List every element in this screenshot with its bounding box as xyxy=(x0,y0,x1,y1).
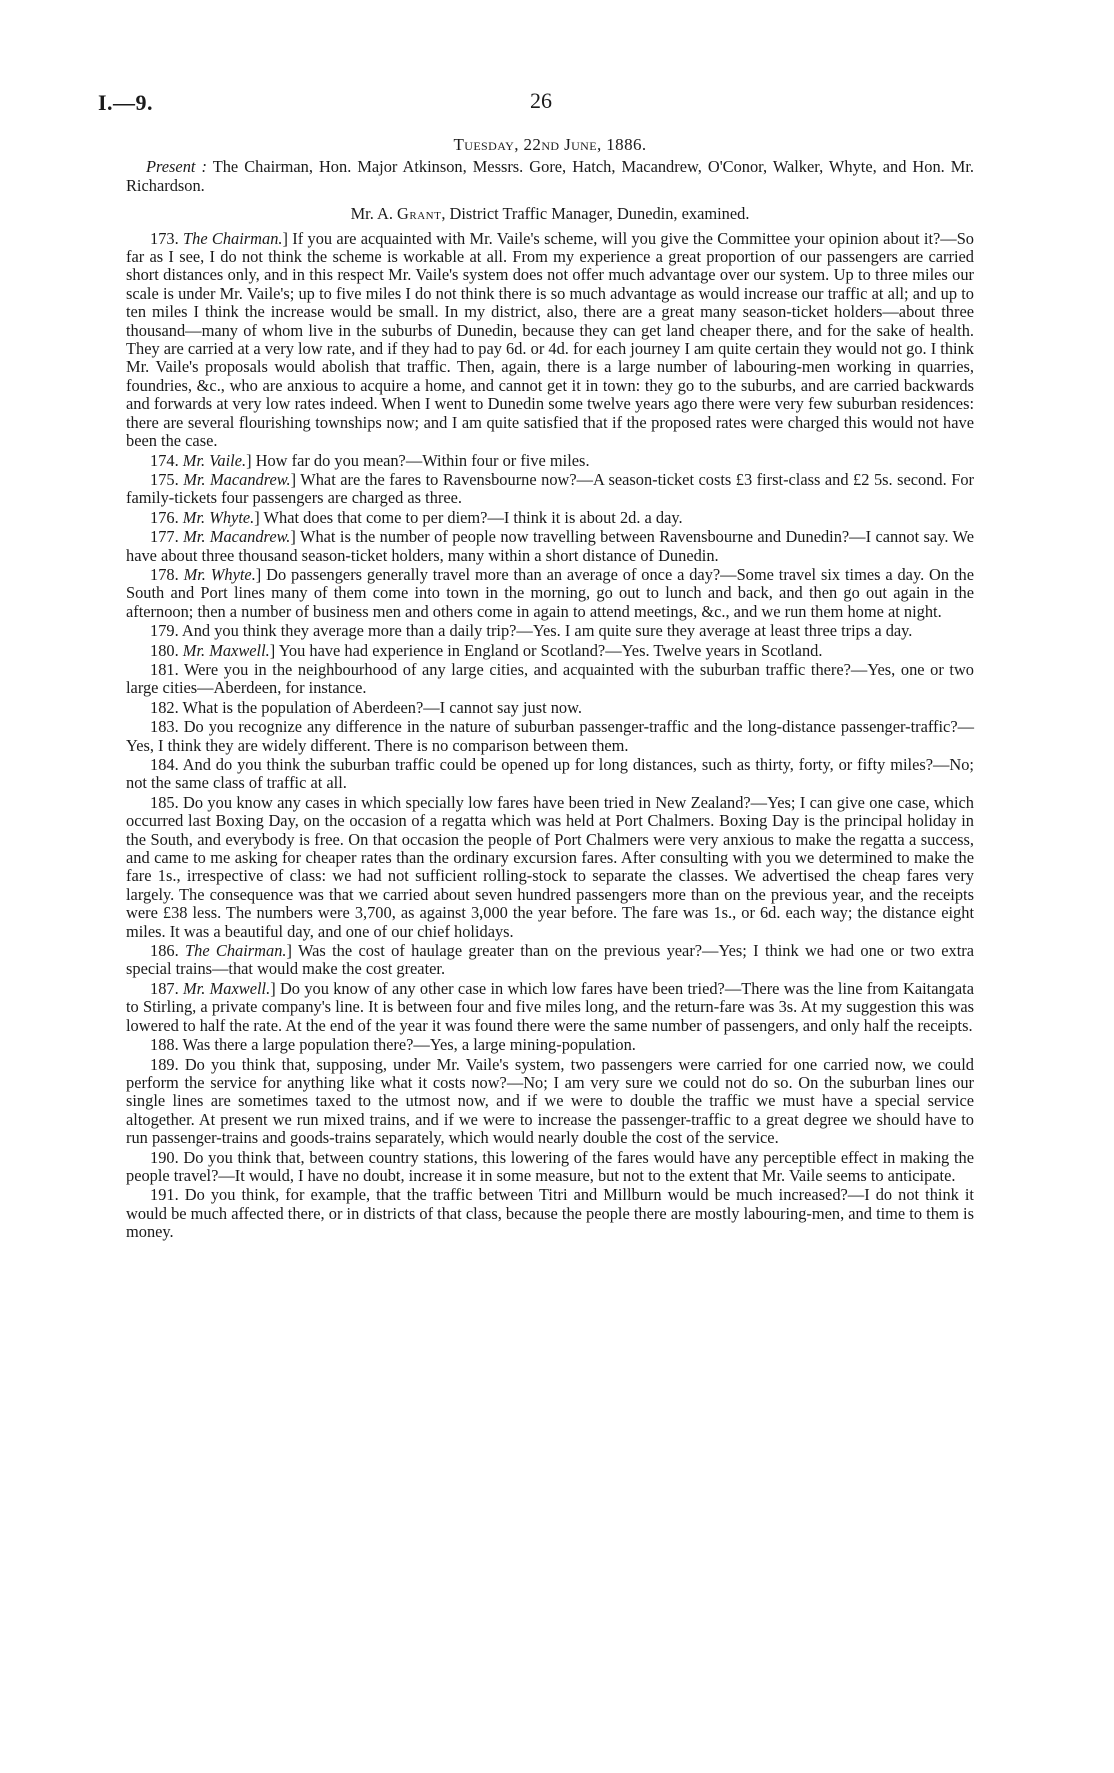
testimony-text: What is the population of Aberdeen?—I cannot say just now. xyxy=(182,697,582,717)
testimony-paragraph xyxy=(126,1056,974,1148)
testimony-paragraph xyxy=(126,718,974,755)
testimony xyxy=(126,230,974,1242)
testimony-text: Was the cost of haulage greater than on the previous year?—Yes; I think we had one or two extra special trains—that would make the cost greater. xyxy=(126,941,974,979)
speaker-name: Mr. Whyte. xyxy=(182,507,255,527)
question-number: 177. xyxy=(150,527,179,547)
testimony-text: And you think they average more than a daily trip?—Yes. I am quite sure they average at least three trips a day. xyxy=(181,621,913,641)
question-number: 176. xyxy=(150,507,179,527)
question-number: 174. xyxy=(150,450,179,470)
testimony-text: Do you think that, between country stations, this lowering of the fares would have any perceptible effect in making the people travel?—It would, I have no doubt, increase it in some measure, but not to the extent that Mr. Vaile seems to anticipate. xyxy=(126,1147,974,1185)
testimony-paragraph xyxy=(126,699,974,717)
speaker-name: Mr. Macandrew. xyxy=(183,527,291,547)
testimony-paragraph: 187. Mr. Maxwell.] Do you know of any other case in which low fares have been tried?—There was the line from Kaitangata to Stirling, a private company's line. It is between four and five miles long, and the return-fare was 3s. At my suggestion this was lowered to half the rate. At the end of the year it was found there were the same number of passengers, and only half the receipts. xyxy=(126,978,974,1035)
question-number: 183. xyxy=(150,717,179,737)
testimony-text: Do you know any cases in which specially low fares have been tried in New Zealand?—Yes; I can give one case, which occurred last Boxing Day, on the occasion of a regatta which was held at Port Chalmers. Boxing Day is the principal holiday in the South, and everybody is free. On that occasion the people of Port Chalmers were very anxious to make the regatta a success, and came to me asking for cheaper rates than the ordinary excursion fares. After consulting with you we determined to make the fare 1s., irrespective of class: we had not sufficient rolling-stock to separate the classes. We advertised the cheap fares very largely. The consequence was that we carried about seven hundred passengers more than on the previous year, and the receipts were £38 less. The numbers were 3,700, as against 3,000 the year before. The fare was 1s., or 6d. each way; the distance eight miles. It was a beautiful day, and one of our chief holidays. xyxy=(126,792,974,941)
question-number: 185. xyxy=(150,792,179,812)
question-number: 191. xyxy=(150,1185,179,1205)
question-number: 178. xyxy=(150,564,179,584)
testimony-paragraph: 180. Mr. Maxwell.] You have had experience in England or Scotland?—Yes. Twelve years in Scotland. xyxy=(150,640,823,660)
testimony-text: What are the fares to Ravensbourne now?—A season-ticket costs £3 first-class and £2 5s. second. For family-tickets four passengers are charged as three. xyxy=(126,469,974,508)
question-number: 187. xyxy=(150,978,179,998)
testimony-text: If you are acquainted with Mr. Vaile's scheme, will you give the Committee your opinion about it?—So far as I see, I do not think the scheme is workable at all. From my experience a great proportion of our passengers are carried short distances only, and in this respect Mr. Vaile's system does not offer much advantage over our system. Up to three miles our scale is under Mr. Vaile's; up to five miles I do not think there is so much advantage as would increase our traffic at all; and up to ten miles I think the increase would be small. In my district, also, there are a great many season-ticket holders—about three thousand—many of whom live in the suburbs of Dunedin, because they can get land cheaper there, and for the sake of health. They are carried at a very low rate, and if they had to pay 6d. or 4d. for each journey I am quite certain they would not go. I think Mr. Vaile's proposals would abolish that traffic. Then, again, there is a large number of labouring-men working in quarries, foundries, &c., who are anxious to acquire a home, and cannot get it in town: they go to the suburbs, and are carried backwards and forwards at very low rates indeed. When I went to Dunedin some twelve years ago there were very few suburban residences: there are several flourishing townships now; and I am quite satisfied that if the proposed rates were charged this would not have been the case. xyxy=(126,228,974,451)
testimony-paragraph: 175. Mr. Macandrew.] What are the fares to Ravensbourne now?—A season-ticket costs £3 first-class and £2 5s. second. For family-tickets four passengers are charged as three. xyxy=(126,469,974,508)
testimony-paragraph xyxy=(126,622,974,640)
speaker-name: Mr. Maxwell. xyxy=(182,640,270,660)
question-number: 190. xyxy=(150,1147,179,1167)
witness-description: , District Traffic Manager, Dunedin, examined. xyxy=(441,204,750,224)
testimony-text: You have had experience in England or Scotland?—Yes. Twelve years in Scotland. xyxy=(278,640,823,660)
testimony-text: Do you recognize any difference in the nature of suburban passenger-traffic and the long-distance passenger-traffic?—Yes, I think they are widely different. There is no comparison between them. xyxy=(126,717,974,755)
question-number: 179. xyxy=(150,621,179,641)
testimony-paragraph: 178. Mr. Whyte.] Do passengers generally travel more than an average of once a day?—Some travel six times a day. On the South and Port lines many of them come into town in the morning, go out to lunch and back, and then go out again in the afternoon; then a number of business men and others come in again to attend meetings, &c., and we run them home at night. xyxy=(126,564,974,621)
testimony-text: Do you think that, supposing, under Mr. Vaile's system, two passengers were carried for one carried now, we could perform the service for anything like what it costs now?—No; I am very sure we could not do so. On the suburban lines our single lines are sometimes taxed to the utmost now, and if we were to double the traffic we must have a special service altogether. At present we run mixed trains, and if we were to increase the passenger-traffic to a great degree we should have to run passenger-trains and goods-trains separately, which would nearly double the cost of the service. xyxy=(126,1054,974,1148)
speaker-name: The Chairman. xyxy=(185,941,287,961)
testimony-paragraph xyxy=(126,794,974,941)
testimony-paragraph xyxy=(126,661,974,698)
question-number: 188. xyxy=(150,1035,179,1055)
witness-prefix: Mr. A. xyxy=(350,204,393,224)
session-date: Tuesday, 22nd June, 1886. xyxy=(453,135,647,154)
question-number: 175. xyxy=(150,469,179,489)
testimony-paragraph xyxy=(126,1036,974,1054)
question-number: 186. xyxy=(150,941,179,961)
page-number: 26 xyxy=(530,88,552,113)
testimony-text: Was there a large population there?—Yes, a large mining-population. xyxy=(182,1035,636,1055)
testimony-paragraph xyxy=(126,1186,974,1241)
page-body xyxy=(126,136,974,1243)
testimony-text: Do you think, for example, that the traffic between Titri and Millburn would be much increased?—I do not think it would be much affected there, or in districts of that class, because the people there are mostly labouring-men, and time to them is money. xyxy=(126,1185,974,1242)
testimony-text: How far do you mean?—Within four or five miles. xyxy=(255,450,590,470)
testimony-text: Were you in the neighbourhood of any large cities, and acquainted with the suburban traffic there?—Yes, one or two large cities—Aberdeen, for instance. xyxy=(126,659,974,698)
question-number: 182. xyxy=(150,697,179,717)
testimony-paragraph xyxy=(126,756,974,793)
speaker-name: The Chairman. xyxy=(183,228,283,248)
question-number: 184. xyxy=(150,755,179,774)
speaker-name: Mr. Vaile. xyxy=(182,450,247,470)
testimony-text: Do you know of any other case in which low fares have been tried?—There was the line from Kaitangata to Stirling, a private company's line. It is between four and five miles long, and the return-fare was 3s. At my suggestion this was lowered to half the rate. At the end of the year it was found there were the same number of passengers, and only half the receipts. xyxy=(126,978,974,1035)
testimony-paragraph xyxy=(126,1149,974,1186)
testimony-paragraph: 186. The Chairman.] Was the cost of haulage greater than on the previous year?—Yes; I think we had one or two extra special trains—that would make the cost greater. xyxy=(126,941,974,979)
present-list: The Chairman, Hon. Major Atkinson, Messrs. Gore, Hatch, Macandrew, O'Conor, Walker, Whyte, and Hon. Mr. Richardson. xyxy=(126,157,974,195)
present-label: Present : xyxy=(146,157,207,177)
testimony-text: And do you think the suburban traffic could be opened up for long distances, such as thirty, forty, or fifty miles?—No; not the same class of traffic at all. xyxy=(126,755,974,793)
testimony-paragraph: 177. Mr. Macandrew.] What is the number of people now travelling between Ravensbourne and Dunedin?—I cannot say. We have about three thousand season-ticket holders, many within a short distance of Dunedin. xyxy=(126,527,974,565)
testimony-text: What does that come to per diem?—I think it is about 2d. a day. xyxy=(263,507,683,527)
testimony-paragraph: 176. Mr. Whyte.] What does that come to per diem?—I think it is about 2d. a day. xyxy=(150,507,683,527)
document-id: I.—9. xyxy=(98,90,154,115)
testimony-text: Do passengers generally travel more than an average of once a day?—Some travel six times a day. On the South and Port lines many of them come into town in the morning, go out to lunch and back, and then go out again in the afternoon; then a number of business men and others come in again to attend meetings, &c., and we run them home at night. xyxy=(126,564,974,621)
question-number: 180. xyxy=(150,640,179,660)
speaker-name: Mr. Macandrew. xyxy=(183,469,291,489)
witness-line xyxy=(126,205,974,223)
witness-name: Grant xyxy=(397,204,442,224)
testimony-paragraph: 173. The Chairman.] If you are acquainted with Mr. Vaile's scheme, will you give the Committee your opinion about it?—So far as I see, I do not think the scheme is workable at all. From my experience a great proportion of our passengers are carried short distances only, and in this respect Mr. Vaile's system does not offer much advantage over our system. Up to three miles our scale is under Mr. Vaile's; up to five miles I do not think there is so much advantage as would increase our traffic at all; and up to ten miles I think the increase would be small. In my district, also, there are a great many season-ticket holders—about three thousand—many of whom live in the suburbs of Dunedin, because they can get land cheaper there, and for the sake of health. They are carried at a very low rate, and if they had to pay 6d. or 4d. for each journey I am quite certain they would not go. I think Mr. Vaile's proposals would abolish that traffic. Then, again, there is a large number of labouring-men working in quarries, foundries, &c., who are anxious to acquire a home, and cannot get it in town: they go to the suburbs, and are carried backwards and forwards at very low rates indeed. When I went to Dunedin some twelve years ago there were very few suburban residences: there are several flourishing townships now; and I am quite satisfied that if the proposed rates were charged this would not have been the case. xyxy=(126,228,974,451)
testimony-text: What is the number of people now travelling between Ravensbourne and Dunedin?—I cannot say. We have about three thousand season-ticket holders, many within a short distance of Dunedin. xyxy=(126,527,974,565)
speaker-name: Mr. Whyte. xyxy=(183,564,256,584)
testimony-paragraph: 174. Mr. Vaile.] How far do you mean?—Within four or five miles. xyxy=(150,450,590,470)
question-number: 181. xyxy=(150,659,179,679)
present-line xyxy=(126,158,974,195)
question-number: 173. xyxy=(150,228,179,248)
speaker-name: Mr. Maxwell. xyxy=(183,978,271,998)
question-number: 189. xyxy=(150,1054,179,1074)
